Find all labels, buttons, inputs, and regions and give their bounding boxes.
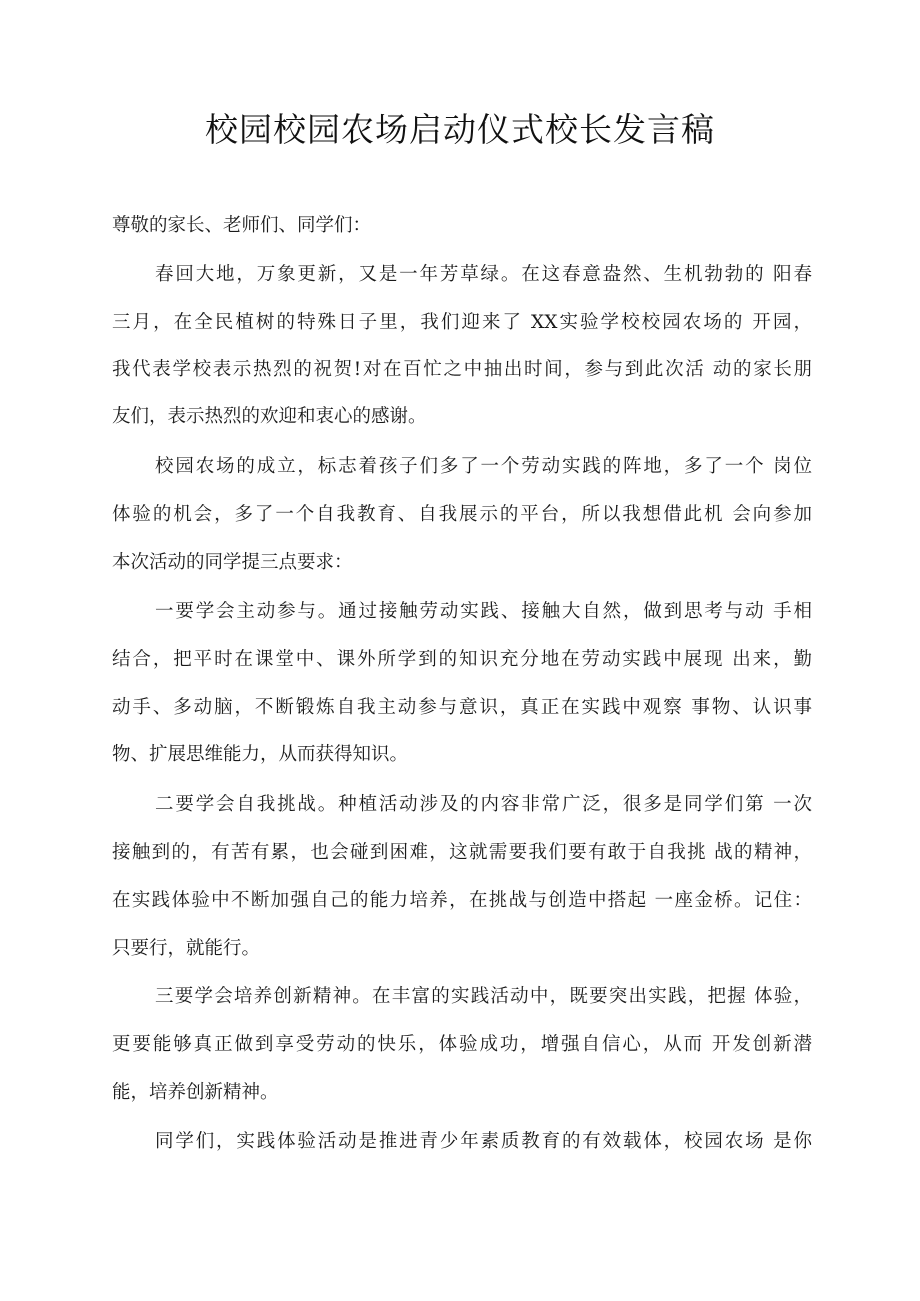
paragraph-line: 在实践体验中不断加强自己的能力培养，在挑战与创造中搭起 一座金桥。记住： bbox=[112, 890, 812, 911]
paragraph-line: 我代表学校表示热烈的祝贺!对在百忙之中抽出时间，参与到此次活 动的家长朋 bbox=[112, 359, 812, 380]
paragraph-line: 更要能够真正做到享受劳动的快乐，体验成功，增强自信心，从而 开发创新潜 bbox=[112, 1034, 812, 1055]
paragraph-line: 能，培养创新精神。 bbox=[112, 1082, 279, 1103]
paragraph-line: 校园农场的成立，标志着孩子们多了一个劳动实践的阵地，多了一个 岗位 bbox=[155, 456, 812, 477]
paragraph-line: 三要学会培养创新精神。在丰富的实践活动中，既要突出实践，把握 体验， bbox=[155, 986, 812, 1007]
salutation: 尊敬的家长、老师们、同学们： bbox=[112, 215, 372, 236]
paragraph-line: 二要学会自我挑战。种植活动涉及的内容非常广泛，很多是同学们第 一次 bbox=[155, 794, 812, 815]
paragraph-line: 本次活动的同学提三点要求： bbox=[112, 552, 353, 573]
paragraph-line: 三月，在全民植树的特殊日子里，我们迎来了 XX实验学校校园农场的 开园， bbox=[112, 312, 812, 333]
paragraph-line: 同学们，实践体验活动是推进青少年素质教育的有效载体，校园农场 是你 bbox=[155, 1131, 812, 1152]
document-title: 校园校园农场启动仪式校长发言稿 bbox=[205, 110, 715, 149]
paragraph-line: 结合，把平时在课堂中、课外所学到的知识充分地在劳动实践中展现 出来，勤 bbox=[112, 649, 812, 670]
paragraph-line: 一要学会主动参与。通过接触劳动实践、接触大自然，做到思考与动 手相 bbox=[155, 601, 812, 622]
paragraph-line: 只要行，就能行。 bbox=[112, 938, 261, 959]
paragraph-line: 体验的机会，多了一个自我教育、自我展示的平台，所以我想借此机 会向参加 bbox=[112, 504, 812, 525]
paragraph-line: 春回大地，万象更新，又是一年芳草绿。在这春意盎然、生机勃勃的 阳春 bbox=[155, 264, 812, 285]
paragraph-line: 接触到的，有苦有累，也会碰到困难，这就需要我们要有敢于自我挑 战的精神， bbox=[112, 842, 812, 863]
paragraph-line: 友们，表示热烈的欢迎和衷心的感谢。 bbox=[112, 406, 427, 427]
paragraph-line: 动手、多动脑，不断锻炼自我主动参与意识，真正在实践中观察 事物、认识事 bbox=[112, 697, 812, 718]
paragraph-line: 物、扩展思维能力，从而获得知识。 bbox=[112, 744, 409, 765]
